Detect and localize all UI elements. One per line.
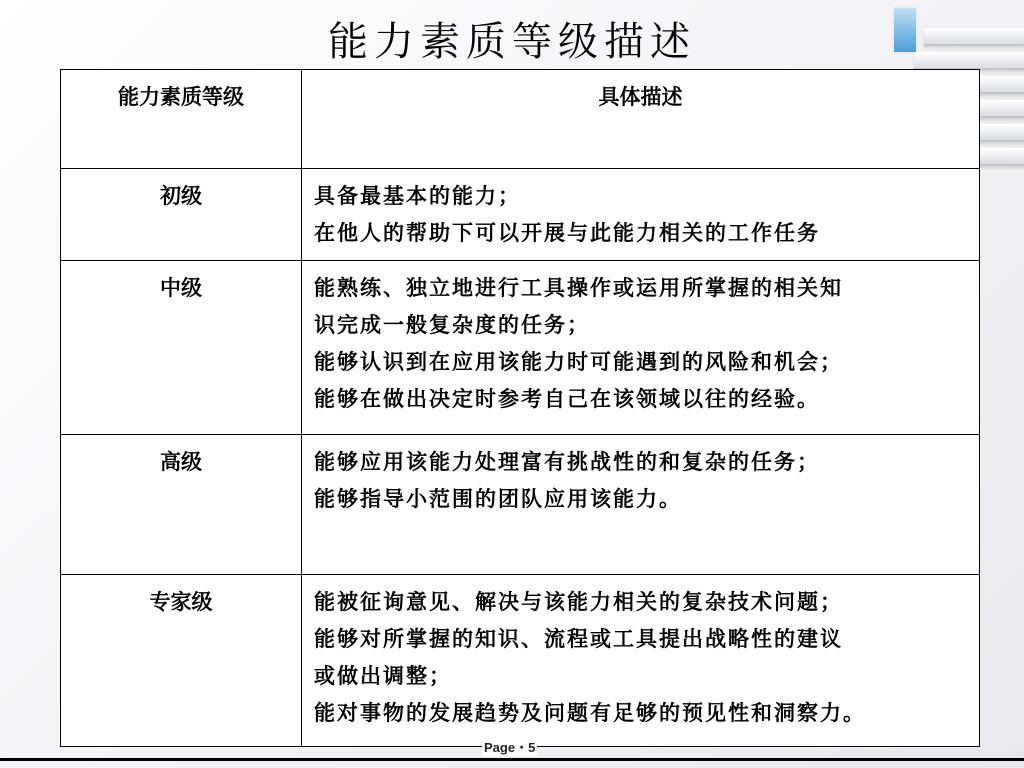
bottom-divider — [0, 758, 1024, 761]
description-line: 能够认识到在应用该能力时可能遇到的风险和机会； — [314, 349, 843, 374]
description-cell — [302, 261, 980, 435]
level-cell: 专家级 — [61, 575, 302, 747]
description-line: 能够应用该能力处理富有挑战性的和复杂的任务； — [314, 449, 820, 474]
description-line: 具备最基本的能力； — [314, 183, 521, 208]
table-header-row — [61, 70, 980, 169]
description-line: 能够指导小范围的团队应用该能力。 — [314, 486, 682, 511]
description-line: 识完成一般复杂度的任务； — [314, 312, 590, 337]
table-row — [61, 435, 980, 575]
header-level: 能力素质等级 — [61, 70, 302, 169]
description-line: 在他人的帮助下可以开展与此能力相关的工作任务 — [314, 220, 820, 245]
level-description-table — [60, 69, 980, 747]
description-line: 能够对所掌握的知识、流程或工具提出战略性的建议 — [314, 626, 843, 651]
description-cell — [302, 169, 980, 261]
page-number: Page・5 — [482, 737, 537, 756]
level-cell: 高级 — [61, 435, 302, 575]
description-cell — [302, 575, 980, 747]
level-cell: 初级 — [61, 169, 302, 261]
description-line: 能对事物的发展趋势及问题有足够的预见性和洞察力。 — [314, 700, 866, 725]
description-line: 能够在做出决定时参考自己在该领域以往的经验。 — [314, 386, 820, 411]
description-line: 或做出调整； — [314, 663, 452, 688]
description-line: 能熟练、独立地进行工具操作或运用所掌握的相关知 — [314, 275, 843, 300]
level-cell: 中级 — [61, 261, 302, 435]
description-line: 能被征询意见、解决与该能力相关的复杂技术问题； — [314, 589, 843, 614]
table-row — [61, 575, 980, 747]
table-row — [61, 261, 980, 435]
page-title: 能力素质等级描述 — [328, 19, 696, 65]
header-description: 具体描述 — [302, 70, 980, 169]
description-cell — [302, 435, 980, 575]
table-row — [61, 169, 980, 261]
